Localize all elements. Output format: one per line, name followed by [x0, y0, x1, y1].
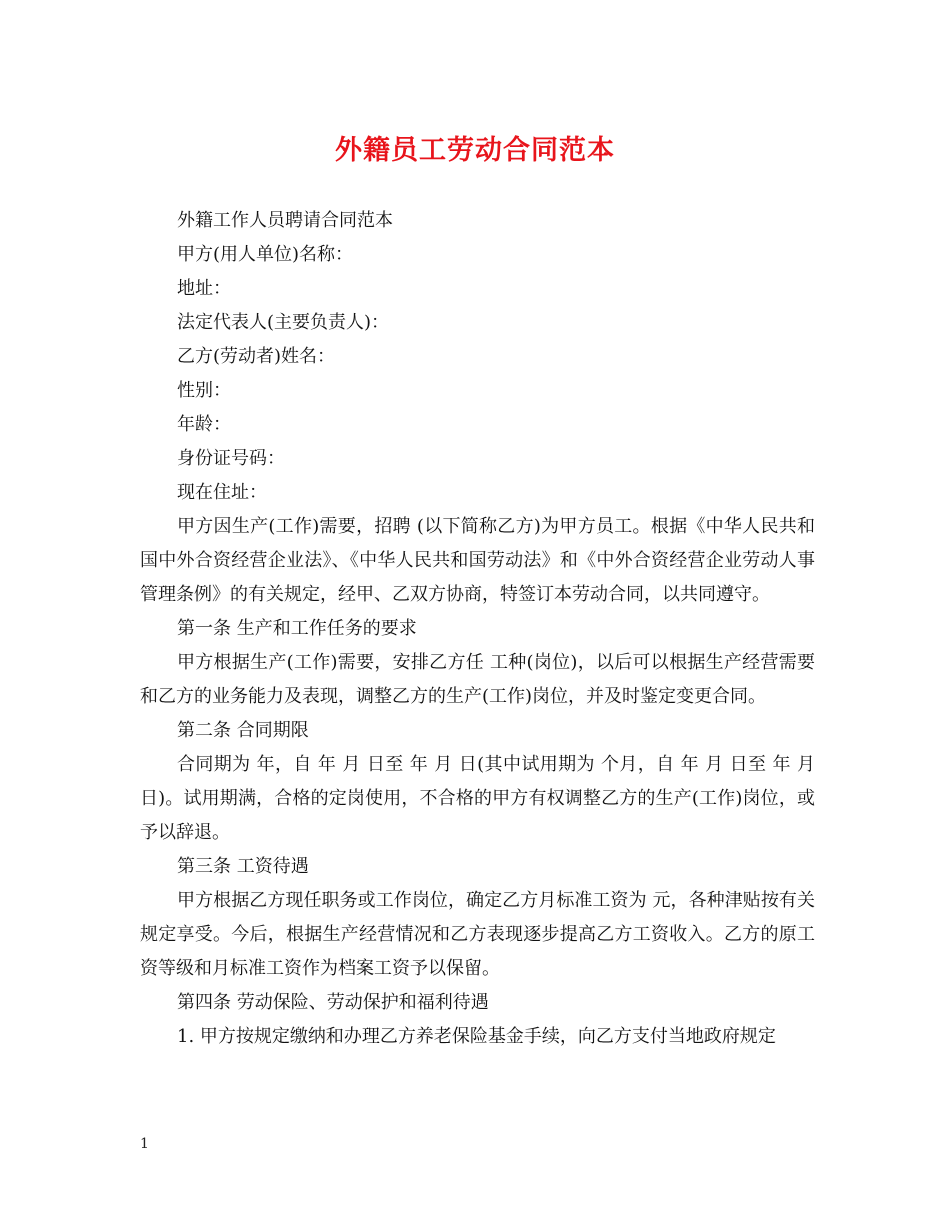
article-2-heading: 第二条 合同期限: [177, 720, 309, 741]
article-2-text: 合同期为 年，自 年 月 日至 年 月 日(其中试用期为 个月，自 年 月 日至 年 月 日)。试用期满，合格的定岗使用，不合格的甲方有权调整乙方的生产(工作)岗位，或予以辞退。: [140, 754, 815, 843]
intro-paragraph: 甲方因生产(工作)需要，招聘 (以下简称乙方)为甲方员工。根据《中华人民共和国中外合资经营企业法》、《中华人民共和国劳动法》和《中外合资经营企业劳动人事管理条例》的有关规定，经甲、乙双方协商，特签订本劳动合同，以共同遵守。: [140, 516, 815, 605]
employee-name-field: 乙方(劳动者)姓名：: [177, 346, 336, 367]
document-body: [140, 204, 815, 1054]
age-field: 年龄：: [177, 414, 231, 435]
address-field: 地址：: [177, 278, 231, 299]
article-4-item-1: 1. 甲方按规定缴纳和办理乙方养老保险基金手续，向乙方支付当地政府规定: [177, 1026, 776, 1047]
page-number: 1: [140, 1136, 149, 1152]
article-1-text: 甲方根据生产(工作)需要，安排乙方任 工种(岗位)，以后可以根据生产经营需要和乙方的业务能力及表现，调整乙方的生产(工作)岗位，并及时鉴定变更合同。: [140, 652, 815, 707]
article-3-heading: 第三条 工资待遇: [177, 856, 309, 877]
article-1-heading: 第一条 生产和工作任务的要求: [177, 618, 417, 639]
gender-field: 性别：: [177, 380, 231, 401]
article-4-heading: 第四条 劳动保险、劳动保护和福利待遇: [177, 992, 489, 1013]
article-3-text: 甲方根据乙方现任职务或工作岗位，确定乙方月标准工资为 元，各种津贴按有关规定享受。今后，根据生产经营情况和乙方表现逐步提高乙方工资收入。乙方的原工资等级和月标准工资作为档案工资予以保留。: [140, 890, 815, 979]
legal-representative-field: 法定代表人(主要负责人)：: [177, 312, 390, 333]
employer-name-field: 甲方(用人单位)名称：: [177, 244, 354, 265]
document-title: 外籍员工劳动合同范本: [335, 135, 615, 166]
subtitle-line: 外籍工作人员聘请合同范本: [177, 210, 393, 231]
current-address-field: 现在住址：: [177, 482, 267, 503]
id-number-field: 身份证号码：: [177, 448, 285, 469]
